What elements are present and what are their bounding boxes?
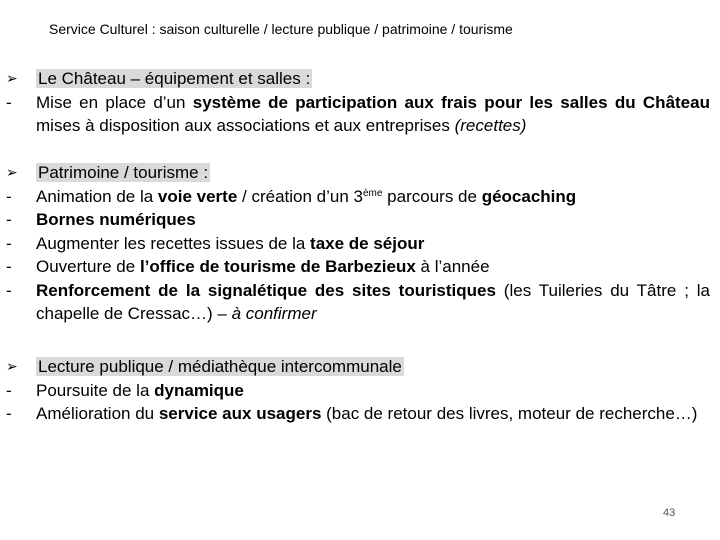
section-heading-row	[6, 355, 710, 379]
item-text: à l’année	[415, 257, 490, 276]
item-text: mises à disposition aux associations et aux entreprises	[36, 116, 455, 135]
dash-bullet: -	[6, 380, 12, 400]
page-number: 43	[663, 507, 676, 519]
item-bold-text: taxe de séjour	[310, 233, 425, 253]
list-item	[6, 379, 710, 403]
item-text: Augmenter les recettes issues de la	[36, 233, 311, 253]
item-text: Animation de la	[36, 186, 158, 206]
list-item	[6, 208, 710, 232]
section-heading: Patrimoine / tourisme :	[38, 163, 209, 182]
section-heading-row	[6, 161, 710, 185]
section-patrimoine-tourisme	[6, 161, 710, 326]
item-bold-text: Bornes numériques	[36, 210, 196, 229]
item-text: Poursuite de la	[36, 380, 155, 400]
dash-bullet: -	[6, 210, 12, 229]
item-bold-text: système de participation aux frais pour les salles du Château	[192, 92, 710, 112]
item-bold-text: l’office de tourisme de Barbezieux	[139, 257, 416, 276]
dash-bullet: -	[6, 233, 12, 253]
section-chateau	[6, 67, 710, 138]
item-italic-text: à confirmer	[231, 304, 317, 323]
item-text: Ouverture de	[36, 257, 140, 276]
section-heading-row	[6, 67, 710, 91]
arrow-bullet-icon: ➢	[6, 164, 18, 180]
list-item	[6, 232, 710, 256]
list-item	[6, 402, 710, 426]
item-italic-text: (recettes)	[454, 116, 527, 135]
dash-bullet: -	[6, 280, 12, 300]
item-text: Mise en place d’un	[36, 92, 193, 112]
item-bold-text: Renforcement de la signalétique des sites touristiques	[36, 280, 496, 300]
item-text: (les Tuileries du Tâtre ; la chapelle de Cressac…) –	[36, 280, 710, 323]
superscript: ème	[363, 187, 383, 199]
item-bold-text: géocaching	[481, 186, 577, 206]
list-item	[6, 255, 710, 279]
item-bold-text: service aux usagers	[158, 404, 322, 423]
dash-bullet: -	[6, 404, 12, 423]
item-text: (bac de retour des livres, moteur de recherche…)	[321, 404, 698, 423]
list-item	[6, 91, 710, 138]
dash-bullet: -	[6, 92, 12, 112]
arrow-bullet-icon: ➢	[6, 358, 18, 374]
dash-bullet: -	[6, 257, 12, 276]
item-text: / création d’un 3	[237, 186, 363, 206]
item-bold-text: dynamique	[154, 380, 244, 400]
list-item	[6, 279, 710, 326]
section-heading: Le Château – équipement et salles :	[38, 69, 311, 88]
section-lecture-publique	[6, 355, 710, 426]
arrow-bullet-icon: ➢	[6, 70, 18, 86]
section-heading: Lecture publique / médiathèque intercommunale	[38, 357, 402, 376]
item-text: parcours de	[382, 186, 482, 206]
item-bold-text: voie verte	[157, 186, 238, 206]
slide-header: Service Culturel : saison culturelle / lecture publique / patrimoine / tourisme	[49, 21, 513, 37]
item-text: Amélioration du	[36, 404, 159, 423]
list-item	[6, 185, 710, 209]
dash-bullet: -	[6, 186, 12, 206]
